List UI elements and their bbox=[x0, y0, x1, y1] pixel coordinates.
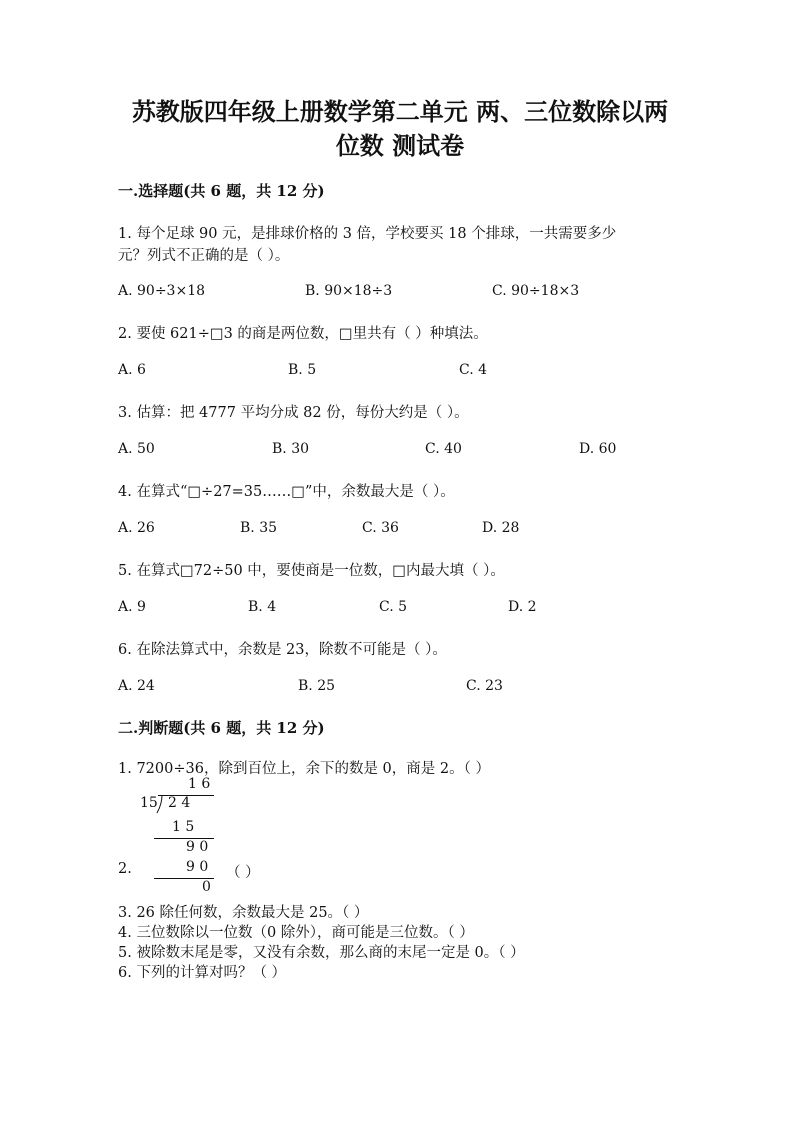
division-dividend: 2 4 bbox=[168, 795, 191, 811]
question-4-option-d: D. 28 bbox=[482, 520, 520, 536]
question-2-option-b: B. 5 bbox=[288, 362, 317, 378]
division-step-2: 9 0 bbox=[186, 839, 209, 855]
judge-question-6: 6. 下列的计算对吗？（ ） bbox=[118, 965, 287, 981]
question-3-option-d: D. 60 bbox=[579, 441, 617, 457]
question-3-option-c: C. 40 bbox=[425, 441, 462, 457]
question-2-text: 2. 要使 621÷□3 的商是两位数，□里共有（ ）种填法。 bbox=[118, 326, 488, 342]
division-step-1: 1 5 bbox=[172, 819, 195, 835]
long-division-diagram bbox=[140, 776, 220, 896]
question-1-text-cont: 元？列式不正确的是（ ）。 bbox=[118, 248, 290, 264]
question-1-option-b: B. 90×18÷3 bbox=[305, 283, 393, 299]
question-6-option-b: B. 25 bbox=[298, 678, 336, 694]
page-title-line-2: 位数 测试卷 bbox=[335, 132, 465, 160]
judge-question-1: 1. 7200÷36，除到百位上，余下的数是 0，商是 2。（ ） bbox=[118, 761, 490, 777]
question-4-option-a: A. 26 bbox=[118, 520, 155, 536]
section-2-heading: 二.判断题(共 6 题，共 12 分) bbox=[118, 719, 325, 737]
question-3-option-b: B. 30 bbox=[272, 441, 310, 457]
judge-question-3: 3. 26 除任何数，余数最大是 25。（ ） bbox=[118, 905, 369, 921]
question-5-option-a: A. 9 bbox=[118, 599, 146, 615]
question-4-text: 4. 在算式“□÷27=35……□”中，余数最大是（ ）。 bbox=[118, 484, 455, 500]
section-1-heading: 一.选择题(共 6 题，共 12 分) bbox=[118, 182, 325, 200]
question-3-option-a: A. 50 bbox=[118, 441, 155, 457]
question-2-option-a: A. 6 bbox=[118, 362, 146, 378]
question-5-text: 5. 在算式□72÷50 中，要使商是一位数，□内最大填（ ）。 bbox=[118, 563, 505, 579]
question-1-text: 1. 每个足球 90 元，是排球价格的 3 倍，学校要买 18 个排球，一共需要多少 bbox=[118, 226, 617, 242]
judge-question-2-paren: （ ） bbox=[226, 865, 260, 881]
question-1-option-c: C. 90÷18×3 bbox=[492, 283, 580, 299]
question-5-option-b: B. 4 bbox=[248, 599, 277, 615]
judge-question-2-number: 2. bbox=[118, 861, 132, 877]
question-4-option-c: C. 36 bbox=[362, 520, 399, 536]
question-6-text: 6. 在除法算式中，余数是 23，除数不可能是（ ）。 bbox=[118, 642, 447, 658]
question-5-option-c: C. 5 bbox=[379, 599, 408, 615]
judge-question-5: 5. 被除数末尾是零，又没有余数，那么商的末尾一定是 0。（ ） bbox=[118, 945, 525, 961]
question-4-option-b: B. 35 bbox=[240, 520, 278, 536]
division-divisor: 15 bbox=[140, 795, 158, 811]
division-remainder: 0 bbox=[202, 879, 211, 895]
question-5-option-d: D. 2 bbox=[508, 599, 537, 615]
judge-question-4: 4. 三位数除以一位数（0 除外），商可能是三位数。（ ） bbox=[118, 925, 474, 941]
division-bracket-curve bbox=[156, 794, 164, 814]
page-title-line-1: 苏教版四年级上册数学第二单元 两、三位数除以两 bbox=[131, 98, 669, 126]
question-1-option-a: A. 90÷3×18 bbox=[118, 283, 206, 299]
question-6-option-c: C. 23 bbox=[466, 678, 503, 694]
division-step-3: 9 0 bbox=[186, 859, 209, 875]
question-2-option-c: C. 4 bbox=[459, 362, 488, 378]
question-6-option-a: A. 24 bbox=[118, 678, 155, 694]
question-3-text: 3. 估算：把 4777 平均分成 82 份，每份大约是（ ）。 bbox=[118, 405, 469, 421]
division-quotient: 1 6 bbox=[188, 776, 211, 792]
